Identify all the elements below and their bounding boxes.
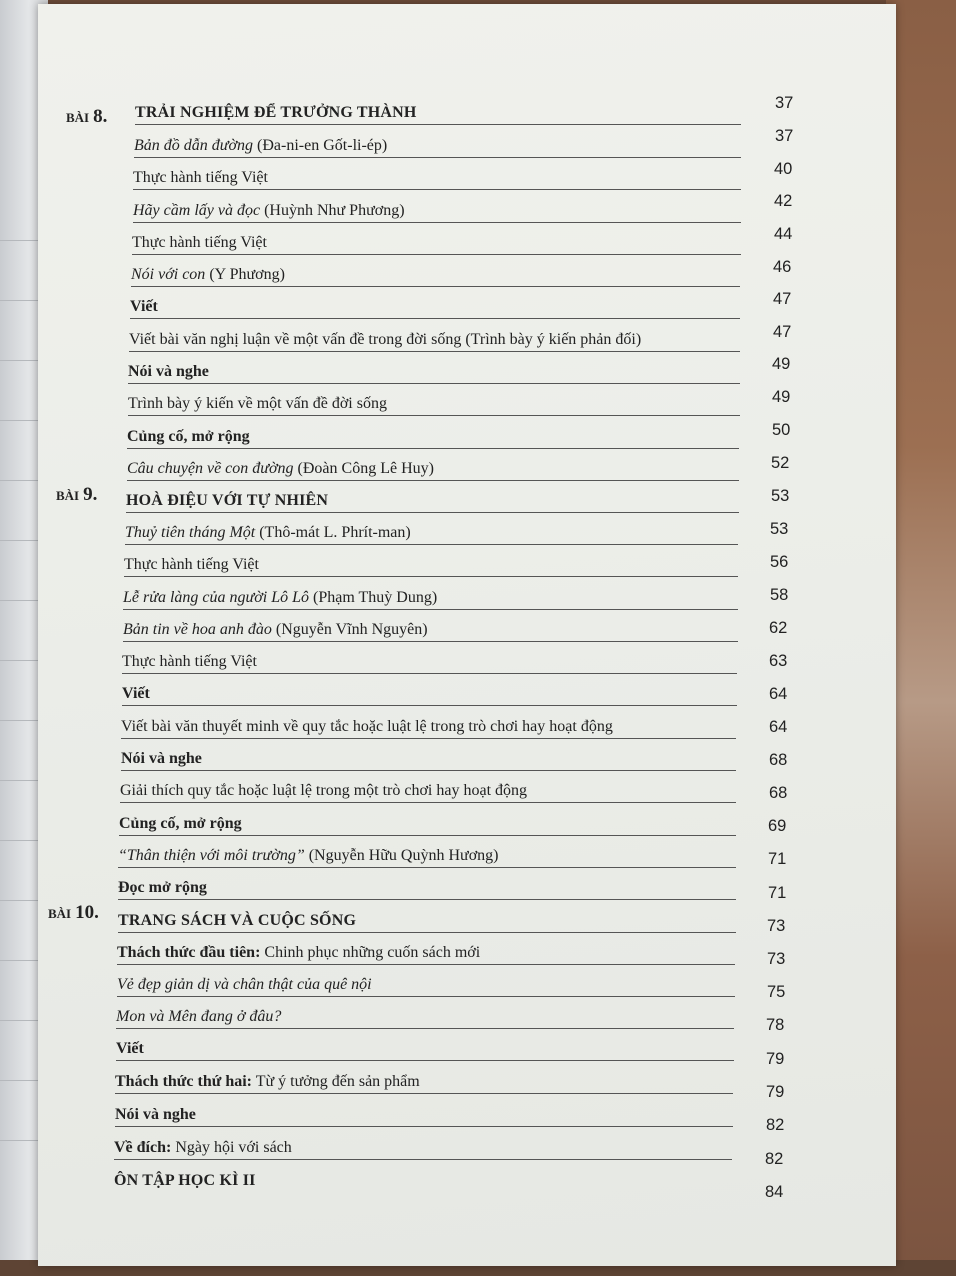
toc-lesson-title: ÔN TẬP HỌC KÌ II xyxy=(114,1172,256,1189)
toc-section-heading: Viết xyxy=(130,292,740,322)
toc-entry: Thuỷ tiên tháng Một (Thô-mát L. Phrít-man) xyxy=(125,518,738,548)
toc-entry: Nói với con (Y Phương) xyxy=(131,260,740,290)
page-number: 50 xyxy=(772,421,791,439)
toc-section-heading: Củng cố, mở rộng xyxy=(119,809,736,839)
page-number: 53 xyxy=(770,520,789,538)
page-number: 79 xyxy=(766,1050,785,1068)
page-number: 73 xyxy=(767,917,786,935)
toc-entry: Thực hành tiếng Việt xyxy=(124,550,738,580)
toc-section-heading: Viết xyxy=(116,1034,734,1064)
lesson-label-10 xyxy=(48,902,99,924)
page-number: 46 xyxy=(773,258,792,276)
toc-lesson-title: TRANG SÁCH VÀ CUỘC SỐNG xyxy=(118,906,736,936)
toc-section-heading: Nói và nghe xyxy=(121,744,736,774)
page-number: 68 xyxy=(769,784,788,802)
page-number: 69 xyxy=(768,817,787,835)
lesson-word: BÀI xyxy=(56,488,80,503)
page-number: 62 xyxy=(769,619,788,637)
page-number: 52 xyxy=(771,454,790,472)
toc-entry: Thực hành tiếng Việt xyxy=(133,163,741,193)
page-number: 37 xyxy=(775,127,794,145)
page-number: 64 xyxy=(769,718,788,736)
page-number: 63 xyxy=(769,652,788,670)
lesson-label-9 xyxy=(56,484,97,506)
page-number: 58 xyxy=(770,586,789,604)
toc-section-heading: Củng cố, mở rộng xyxy=(127,422,739,452)
page-number: 71 xyxy=(768,850,787,868)
toc-entry: Mon và Mên đang ở đâu? xyxy=(116,1002,734,1032)
toc-lesson-title: HOÀ ĐIỆU VỚI TỰ NHIÊN xyxy=(126,486,739,516)
lesson-number: 10. xyxy=(75,902,99,923)
page-number: 79 xyxy=(766,1083,785,1101)
lesson-number: 8. xyxy=(93,106,108,127)
page-number: 44 xyxy=(774,225,793,243)
page-number: 47 xyxy=(773,290,792,308)
page-number: 64 xyxy=(769,685,788,703)
page-number: 53 xyxy=(771,487,790,505)
page-number: 84 xyxy=(765,1183,784,1201)
toc-entry: Thách thức thứ hai: Từ ý tưởng đến sản phẩm xyxy=(115,1067,733,1097)
toc-entry: Trình bày ý kiến về một vấn đề đời sống xyxy=(128,389,740,419)
page-number: 73 xyxy=(767,950,786,968)
toc-entry: Viết bài văn nghị luận về một vấn đề trong đời sống (Trình bày ý kiến phản đối) xyxy=(129,325,740,355)
toc-entry: Bản tin về hoa anh đào (Nguyễn Vĩnh Nguyên) xyxy=(123,615,738,645)
toc-entry: Câu chuyện về con đường (Đoàn Công Lê Huy) xyxy=(127,454,739,484)
page-number: 42 xyxy=(774,192,793,210)
page-number: 71 xyxy=(768,884,787,902)
book-page xyxy=(38,4,896,1266)
lesson-label-8 xyxy=(66,106,107,128)
lesson-word: BÀI xyxy=(48,906,72,921)
page-number: 47 xyxy=(773,323,792,341)
toc-section-heading: Nói và nghe xyxy=(115,1100,733,1130)
page-number: 75 xyxy=(767,983,786,1001)
toc-section-heading: Đọc mở rộng xyxy=(118,873,736,903)
toc-lesson-title: TRẢI NGHIỆM ĐỂ TRƯỞNG THÀNH xyxy=(135,98,741,128)
page-number: 37 xyxy=(775,94,794,112)
page-number: 49 xyxy=(772,388,791,406)
toc-entry: Thách thức đầu tiên: Chinh phục những cuốn sách mới xyxy=(117,938,735,968)
page-number: 82 xyxy=(765,1150,784,1168)
lesson-number: 9. xyxy=(83,484,98,505)
background-wood xyxy=(886,0,956,1276)
page-number: 40 xyxy=(774,160,793,178)
toc-entry: Thực hành tiếng Việt xyxy=(122,647,737,677)
toc-section-heading: Nói và nghe xyxy=(128,357,740,387)
toc-entry: Hãy cầm lấy và đọc (Huỳnh Như Phương) xyxy=(133,196,741,226)
lesson-word: BÀI xyxy=(66,110,90,125)
page-number: 68 xyxy=(769,751,788,769)
toc-entry: “Thân thiện với môi trường” (Nguyễn Hữu Quỳnh Hương) xyxy=(118,841,736,871)
page-number: 78 xyxy=(766,1016,785,1034)
toc-entry: Lễ rửa làng của người Lô Lô (Phạm Thuỳ Dung) xyxy=(123,583,738,613)
page-number: 82 xyxy=(766,1116,785,1134)
toc-section-heading: Viết xyxy=(122,679,737,709)
toc-entry: Bản đồ dẫn đường (Đa-ni-en Gốt-li-ép) xyxy=(134,131,741,161)
page-number: 49 xyxy=(772,355,791,373)
toc-entry: Vẻ đẹp giản dị và chân thật của quê nội xyxy=(117,970,735,1000)
toc-entry: Giải thích quy tắc hoặc luật lệ trong một trò chơi hay hoạt động xyxy=(120,776,736,806)
page-number: 56 xyxy=(770,553,789,571)
toc-entry: Về đích: Ngày hội với sách xyxy=(114,1133,732,1163)
toc-entry: Viết bài văn thuyết minh về quy tắc hoặc luật lệ trong trò chơi hay hoạt động xyxy=(121,712,736,742)
toc-entry: Thực hành tiếng Việt xyxy=(132,228,741,258)
